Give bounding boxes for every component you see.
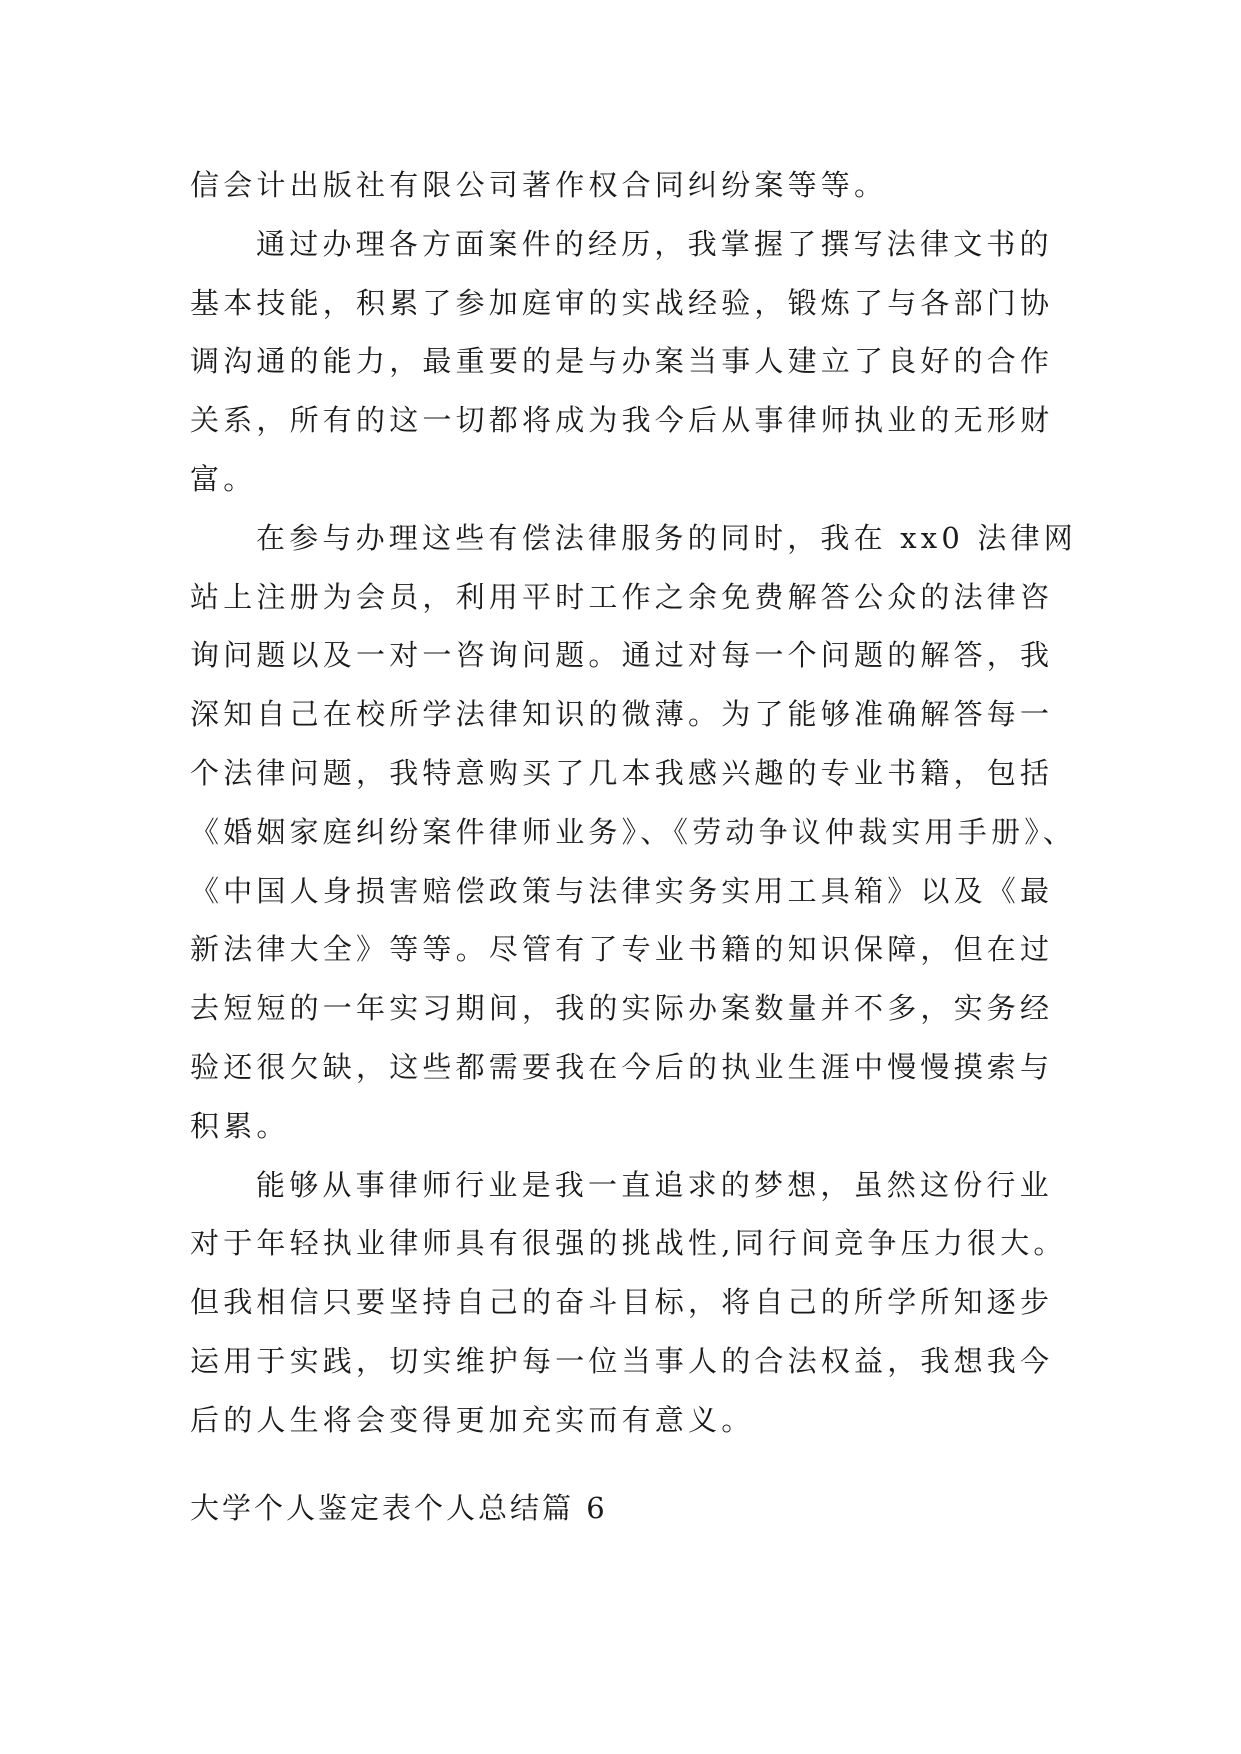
text-line: 新法律大全》等等。尽管有了专业书籍的知识保障，但在过 — [190, 932, 1054, 967]
section-heading: 大学个人鉴定表个人总结篇 6 — [190, 1491, 608, 1525]
text-line: 个法律问题，我特意购买了几本我感兴趣的专业书籍，包括 — [190, 755, 1054, 790]
text-line: 在参与办理这些有偿法律服务的同时，我在 xx0 法律网 — [256, 520, 1077, 555]
text-line: 《中国人身损害赔偿政策与法律实务实用工具箱》以及《最 — [190, 873, 1054, 908]
text-line: 基本技能，积累了参加庭审的实战经验，锻炼了与各部门协 — [190, 285, 1054, 320]
text-line: 富。 — [190, 461, 257, 496]
text-line: 但我相信只要坚持自己的奋斗目标，将自己的所学所知逐步 — [190, 1285, 1054, 1320]
text-line: 询问题以及一对一咨询问题。通过对每一个问题的解答，我 — [190, 638, 1054, 673]
text-line: 验还很欠缺，这些都需要我在今后的执业生涯中慢慢摸索与 — [190, 1049, 1054, 1084]
text-line: 关系，所有的这一切都将成为我今后从事律师执业的无形财 — [190, 403, 1054, 438]
body-text — [190, 156, 1090, 1450]
text-line: 后的人生将会变得更加充实而有意义。 — [190, 1402, 755, 1437]
text-line: 调沟通的能力，最重要的是与办案当事人建立了良好的合作 — [190, 344, 1054, 379]
text-line: 去短短的一年实习期间，我的实际办案数量并不多，实务经 — [190, 991, 1054, 1026]
text-line: 信会计出版社有限公司著作权合同纠纷案等等。 — [190, 168, 888, 202]
text-line: 深知自己在校所学法律知识的微薄。为了能够准确解答每一 — [190, 697, 1054, 732]
text-line: 《婚姻家庭纠纷案件律师业务》、《劳动争议仲裁实用手册》、 — [190, 814, 1077, 849]
text-line: 积累。 — [190, 1108, 290, 1143]
text-line: 通过办理各方面案件的经历，我掌握了撰写法律文书的 — [256, 226, 1053, 261]
text-line: 能够从事律师行业是我一直追求的梦想，虽然这份行业 — [256, 1167, 1053, 1202]
text-line: 站上注册为会员，利用平时工作之余免费解答公众的法律咨 — [190, 579, 1054, 614]
text-line: 运用于实践，切实维护每一位当事人的合法权益，我想我今 — [190, 1343, 1054, 1378]
text-line: 对于年轻执业律师具有很强的挑战性,同行间竞争压力很大。 — [190, 1226, 1067, 1261]
